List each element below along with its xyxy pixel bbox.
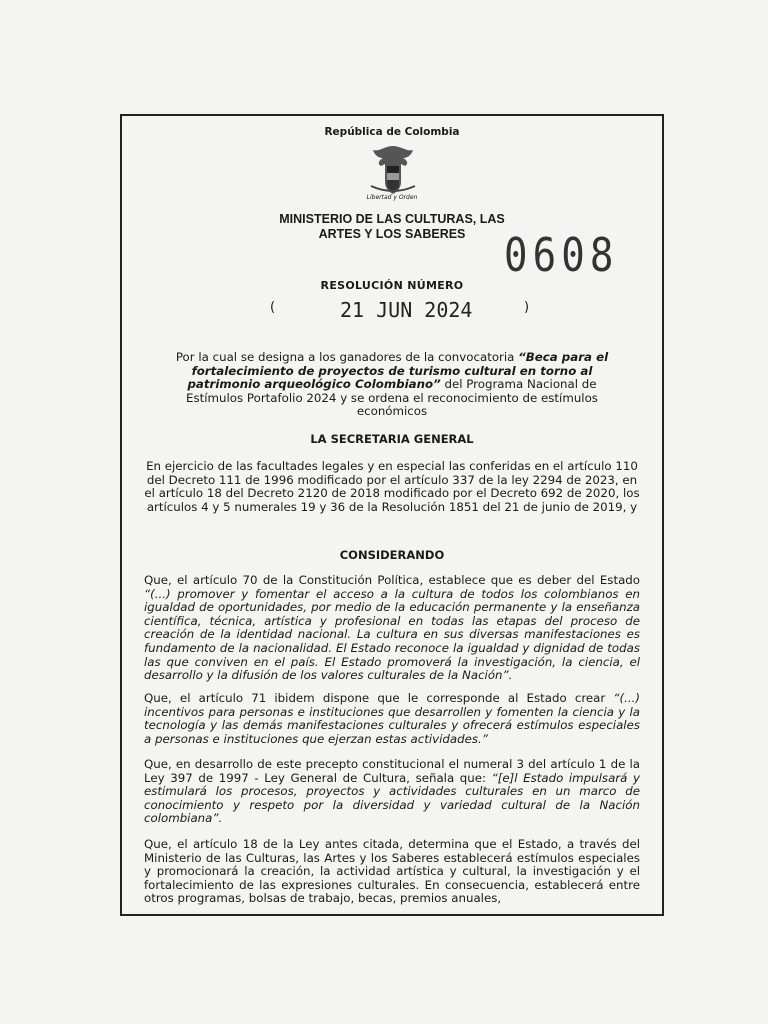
coat-of-arms-icon xyxy=(365,142,421,196)
date-close-paren: ) xyxy=(524,300,530,315)
considerando-paragraph-3 xyxy=(144,758,640,826)
secretaria-heading: LA SECRETARIA GENERAL xyxy=(310,432,474,446)
date-open-paren: ( xyxy=(270,300,276,315)
ministry-line-1: MINISTERIO DE LAS CULTURAS, LAS xyxy=(279,212,505,226)
subject-paragraph xyxy=(162,351,622,419)
para1-quote: “(...) promover y fomentar el acceso a la cultura de todos los colombianos en igualdad de oportunidades, por medio de la educación permanente y la enseñanza científica, técnica, artística y profesional en todas las etapas del proceso de creación de la identidad nacional. La cultura en sus diversas manifestaciones es fundamento de la nacionalidad. El Estado reconoce la igualdad y dignidad de todas las que conviven en el país. El Estado promoverá la investigación, la ciencia, el desarrollo y la difusión de los valores culturales de la Nación”. xyxy=(144,586,640,683)
resolution-number-stamp: 0608 xyxy=(504,228,619,282)
considerando-heading: CONSIDERANDO xyxy=(339,548,445,562)
resolution-label: RESOLUCIÓN NÚMERO xyxy=(320,279,464,292)
document-page xyxy=(120,114,664,916)
motto-text: Libertad y Orden xyxy=(366,194,418,201)
para2-text: Que, el artículo 71 ibidem dispone que le corresponde al Estado crear xyxy=(144,691,614,705)
para3-quote: “[e]l Estado impulsará y estimulará los procesos, proyectos y actividades culturales en un marco de conocimiento y respeto por la diversidad y variedad cultural de la Nación colombiana”. xyxy=(144,770,640,826)
subject-intro: Por la cual se designa a los ganadores de la convocatoria xyxy=(175,350,519,364)
resolution-date-stamp: 21 JUN 2024 xyxy=(340,298,473,322)
ministry-name xyxy=(272,212,512,242)
subject-tail: del Programa Nacional de Estímulos Portafolio 2024 y se ordena el reconocimiento de estímulos económicos xyxy=(186,377,598,419)
considerando-paragraph-2 xyxy=(144,692,640,746)
subject-convocatoria: “Beca para el fortalecimiento de proyectos de turismo cultural en torno al patrimonio arqueológico Colombiano” xyxy=(187,350,609,392)
para3-text: Que, en desarrollo de este precepto constitucional el numeral 3 del artículo 1 de la Ley 397 de 1997 - Ley General de Cultura, señala que: xyxy=(144,757,640,785)
considerando-paragraph-1 xyxy=(144,574,640,683)
ministry-line-2: ARTES Y LOS SABERES xyxy=(318,227,466,241)
para2-quote: “(...) incentivos para personas e instituciones que desarrollen y fomenten la ciencia y la tecnología y las demás manifestaciones culturales y ofrecerá estímulos especiales a personas e instituciones que ejerzan estas actividades.” xyxy=(144,691,640,746)
considerando-paragraph-4: Que, el artículo 18 de la Ley antes citada, determina que el Estado, a través del Ministerio de las Culturas, las Artes y los Saberes establecerá estímulos especiales y promocionará la creación, la actividad artística y cultural, la investigación y el fortalecimiento de las expresiones culturales. En consecuencia, establecerá entre otros programas, bolsas de trabajo, becas, premios anuales, xyxy=(144,837,640,906)
para1-text: Que, el artículo 70 de la Constitución Política, establece que es deber del Estado xyxy=(144,573,640,587)
secretaria-text: En ejercicio de las facultades legales y en especial las conferidas en el artículo 110 del Decreto 111 de 1996 modificado por el artículo 337 de la ley 2294 de 2023, en el artículo 18 del Decreto 2120 de 2018 modificado por el Decreto 692 de 2020, los artículos 4 y 5 numerales 19 y 36 de la Resolución 1851 del 21 de junio de 2019, y xyxy=(144,459,640,514)
republica-heading: República de Colombia xyxy=(324,126,460,138)
